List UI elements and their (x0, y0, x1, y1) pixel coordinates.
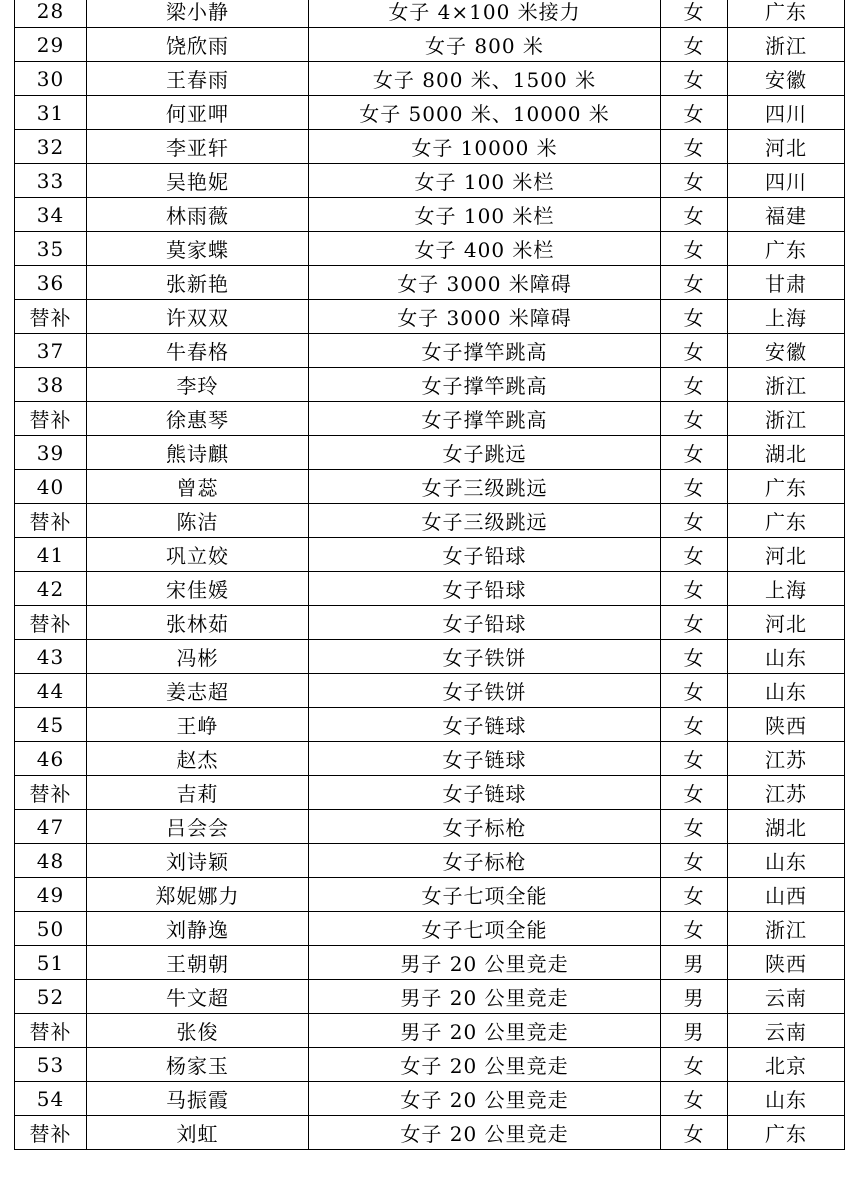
cell-province: 山东 (728, 674, 845, 708)
table-row (15, 334, 845, 368)
table-row (15, 368, 845, 402)
cell-province: 山东 (728, 640, 845, 674)
cell-province: 福建 (728, 198, 845, 232)
cell-number: 50 (15, 912, 87, 946)
cell-number: 替补 (15, 606, 87, 640)
cell-event: 女子 100 米栏 (309, 164, 661, 198)
cell-event: 女子标枪 (309, 810, 661, 844)
cell-gender: 女 (661, 198, 728, 232)
cell-province: 广东 (728, 1116, 845, 1150)
cell-province: 甘肃 (728, 266, 845, 300)
table-row (15, 980, 845, 1014)
cell-number: 48 (15, 844, 87, 878)
cell-gender: 女 (661, 96, 728, 130)
cell-province: 四川 (728, 96, 845, 130)
cell-gender: 男 (661, 980, 728, 1014)
cell-athlete-name: 刘静逸 (87, 912, 309, 946)
table-row (15, 0, 845, 28)
cell-number: 53 (15, 1048, 87, 1082)
cell-number: 替补 (15, 504, 87, 538)
cell-athlete-name: 莫家蝶 (87, 232, 309, 266)
cell-gender: 女 (661, 878, 728, 912)
cell-number: 45 (15, 708, 87, 742)
cell-number: 42 (15, 572, 87, 606)
cell-province: 广东 (728, 0, 845, 28)
cell-athlete-name: 陈洁 (87, 504, 309, 538)
cell-number: 46 (15, 742, 87, 776)
cell-gender: 女 (661, 62, 728, 96)
cell-number: 29 (15, 28, 87, 62)
cell-event: 女子 10000 米 (309, 130, 661, 164)
cell-province: 浙江 (728, 912, 845, 946)
cell-athlete-name: 巩立姣 (87, 538, 309, 572)
cell-province: 广东 (728, 232, 845, 266)
table-row (15, 946, 845, 980)
cell-province: 安徽 (728, 334, 845, 368)
cell-athlete-name: 张新艳 (87, 266, 309, 300)
cell-number: 47 (15, 810, 87, 844)
cell-number: 30 (15, 62, 87, 96)
cell-gender: 女 (661, 436, 728, 470)
cell-event: 女子铁饼 (309, 640, 661, 674)
table-row (15, 436, 845, 470)
cell-province: 陕西 (728, 708, 845, 742)
cell-athlete-name: 牛文超 (87, 980, 309, 1014)
cell-province: 山东 (728, 844, 845, 878)
cell-number: 51 (15, 946, 87, 980)
cell-province: 陕西 (728, 946, 845, 980)
cell-province: 浙江 (728, 28, 845, 62)
cell-athlete-name: 王峥 (87, 708, 309, 742)
cell-gender: 女 (661, 368, 728, 402)
cell-event: 女子链球 (309, 776, 661, 810)
table-row (15, 844, 845, 878)
cell-event: 女子标枪 (309, 844, 661, 878)
cell-athlete-name: 姜志超 (87, 674, 309, 708)
cell-number: 替补 (15, 1116, 87, 1150)
table-row (15, 912, 845, 946)
cell-province: 广东 (728, 470, 845, 504)
cell-gender: 女 (661, 266, 728, 300)
cell-province: 云南 (728, 980, 845, 1014)
cell-athlete-name: 刘诗颖 (87, 844, 309, 878)
cell-gender: 女 (661, 402, 728, 436)
table-row (15, 130, 845, 164)
cell-province: 山西 (728, 878, 845, 912)
table-row (15, 1082, 845, 1116)
cell-province: 安徽 (728, 62, 845, 96)
cell-gender: 女 (661, 742, 728, 776)
table-row (15, 164, 845, 198)
cell-gender: 女 (661, 674, 728, 708)
cell-gender: 女 (661, 504, 728, 538)
cell-province: 江苏 (728, 742, 845, 776)
cell-event: 女子铅球 (309, 572, 661, 606)
table-row (15, 1014, 845, 1048)
table-row (15, 742, 845, 776)
cell-event: 女子 4×100 米接力 (309, 0, 661, 28)
cell-number: 49 (15, 878, 87, 912)
cell-number: 31 (15, 96, 87, 130)
table-row (15, 1048, 845, 1082)
cell-event: 女子铅球 (309, 606, 661, 640)
table-row (15, 810, 845, 844)
cell-event: 女子 3000 米障碍 (309, 266, 661, 300)
cell-gender: 女 (661, 300, 728, 334)
table-row (15, 1116, 845, 1150)
cell-number: 54 (15, 1082, 87, 1116)
cell-event: 女子 5000 米、10000 米 (309, 96, 661, 130)
cell-gender: 女 (661, 538, 728, 572)
table-row (15, 538, 845, 572)
cell-event: 女子 20 公里竞走 (309, 1082, 661, 1116)
cell-athlete-name: 熊诗麒 (87, 436, 309, 470)
cell-event: 女子 400 米栏 (309, 232, 661, 266)
cell-athlete-name: 杨家玉 (87, 1048, 309, 1082)
cell-number: 52 (15, 980, 87, 1014)
cell-province: 湖北 (728, 436, 845, 470)
roster-table (14, 0, 845, 1150)
cell-event: 女子跳远 (309, 436, 661, 470)
cell-event: 女子 100 米栏 (309, 198, 661, 232)
cell-athlete-name: 何亚呷 (87, 96, 309, 130)
cell-number: 36 (15, 266, 87, 300)
cell-athlete-name: 宋佳媛 (87, 572, 309, 606)
table-row (15, 198, 845, 232)
cell-athlete-name: 马振霞 (87, 1082, 309, 1116)
cell-gender: 女 (661, 606, 728, 640)
cell-event: 女子七项全能 (309, 878, 661, 912)
cell-athlete-name: 牛春格 (87, 334, 309, 368)
cell-event: 女子撑竿跳高 (309, 368, 661, 402)
cell-province: 河北 (728, 538, 845, 572)
table-row (15, 266, 845, 300)
table-row (15, 300, 845, 334)
cell-athlete-name: 许双双 (87, 300, 309, 334)
cell-event: 女子链球 (309, 708, 661, 742)
cell-number: 40 (15, 470, 87, 504)
cell-event: 男子 20 公里竞走 (309, 1014, 661, 1048)
cell-number: 替补 (15, 776, 87, 810)
cell-number: 替补 (15, 300, 87, 334)
cell-gender: 女 (661, 1082, 728, 1116)
cell-event: 女子链球 (309, 742, 661, 776)
cell-gender: 女 (661, 470, 728, 504)
table-row (15, 640, 845, 674)
cell-athlete-name: 徐惠琴 (87, 402, 309, 436)
cell-province: 山东 (728, 1082, 845, 1116)
cell-gender: 男 (661, 1014, 728, 1048)
table-row (15, 96, 845, 130)
cell-event: 女子铅球 (309, 538, 661, 572)
cell-event: 女子三级跳远 (309, 504, 661, 538)
cell-number: 35 (15, 232, 87, 266)
cell-athlete-name: 张林茹 (87, 606, 309, 640)
cell-number: 38 (15, 368, 87, 402)
cell-event: 男子 20 公里竞走 (309, 980, 661, 1014)
cell-province: 四川 (728, 164, 845, 198)
cell-athlete-name: 冯彬 (87, 640, 309, 674)
cell-gender: 女 (661, 334, 728, 368)
cell-athlete-name: 吕会会 (87, 810, 309, 844)
table-row (15, 776, 845, 810)
cell-gender: 女 (661, 844, 728, 878)
cell-athlete-name: 吉莉 (87, 776, 309, 810)
cell-event: 女子 20 公里竞走 (309, 1048, 661, 1082)
cell-athlete-name: 张俊 (87, 1014, 309, 1048)
cell-gender: 女 (661, 164, 728, 198)
cell-province: 上海 (728, 300, 845, 334)
table-row (15, 470, 845, 504)
cell-province: 北京 (728, 1048, 845, 1082)
cell-province: 河北 (728, 606, 845, 640)
table-row (15, 402, 845, 436)
cell-number: 32 (15, 130, 87, 164)
cell-number: 43 (15, 640, 87, 674)
cell-event: 男子 20 公里竞走 (309, 946, 661, 980)
cell-number: 28 (15, 0, 87, 28)
cell-gender: 女 (661, 0, 728, 28)
roster-table-body (15, 0, 845, 1150)
cell-event: 女子七项全能 (309, 912, 661, 946)
cell-athlete-name: 吴艳妮 (87, 164, 309, 198)
cell-number: 37 (15, 334, 87, 368)
cell-athlete-name: 林雨薇 (87, 198, 309, 232)
cell-gender: 女 (661, 572, 728, 606)
cell-event: 女子撑竿跳高 (309, 334, 661, 368)
cell-athlete-name: 刘虹 (87, 1116, 309, 1150)
cell-gender: 女 (661, 1116, 728, 1150)
cell-number: 替补 (15, 1014, 87, 1048)
cell-number: 替补 (15, 402, 87, 436)
cell-province: 湖北 (728, 810, 845, 844)
cell-athlete-name: 饶欣雨 (87, 28, 309, 62)
cell-gender: 女 (661, 912, 728, 946)
cell-gender: 女 (661, 776, 728, 810)
cell-gender: 男 (661, 946, 728, 980)
cell-number: 41 (15, 538, 87, 572)
cell-athlete-name: 郑妮娜力 (87, 878, 309, 912)
cell-number: 39 (15, 436, 87, 470)
cell-gender: 女 (661, 130, 728, 164)
cell-event: 女子 800 米 (309, 28, 661, 62)
cell-number: 44 (15, 674, 87, 708)
table-row (15, 232, 845, 266)
table-row (15, 504, 845, 538)
cell-gender: 女 (661, 1048, 728, 1082)
cell-province: 河北 (728, 130, 845, 164)
cell-province: 江苏 (728, 776, 845, 810)
cell-gender: 女 (661, 28, 728, 62)
cell-number: 33 (15, 164, 87, 198)
cell-gender: 女 (661, 810, 728, 844)
table-row (15, 606, 845, 640)
cell-athlete-name: 赵杰 (87, 742, 309, 776)
table-row (15, 708, 845, 742)
cell-athlete-name: 李玲 (87, 368, 309, 402)
table-row (15, 62, 845, 96)
cell-event: 女子 3000 米障碍 (309, 300, 661, 334)
table-row (15, 572, 845, 606)
cell-event: 女子铁饼 (309, 674, 661, 708)
cell-event: 女子 800 米、1500 米 (309, 62, 661, 96)
roster-sheet (14, 0, 844, 1150)
cell-province: 浙江 (728, 368, 845, 402)
cell-athlete-name: 曾蕊 (87, 470, 309, 504)
cell-athlete-name: 王朝朝 (87, 946, 309, 980)
cell-gender: 女 (661, 708, 728, 742)
cell-province: 上海 (728, 572, 845, 606)
cell-gender: 女 (661, 640, 728, 674)
table-row (15, 878, 845, 912)
cell-number: 34 (15, 198, 87, 232)
cell-province: 云南 (728, 1014, 845, 1048)
cell-event: 女子三级跳远 (309, 470, 661, 504)
cell-event: 女子 20 公里竞走 (309, 1116, 661, 1150)
table-row (15, 28, 845, 62)
cell-province: 浙江 (728, 402, 845, 436)
cell-athlete-name: 梁小静 (87, 0, 309, 28)
cell-athlete-name: 王春雨 (87, 62, 309, 96)
cell-event: 女子撑竿跳高 (309, 402, 661, 436)
cell-gender: 女 (661, 232, 728, 266)
cell-athlete-name: 李亚轩 (87, 130, 309, 164)
table-row (15, 674, 845, 708)
cell-province: 广东 (728, 504, 845, 538)
